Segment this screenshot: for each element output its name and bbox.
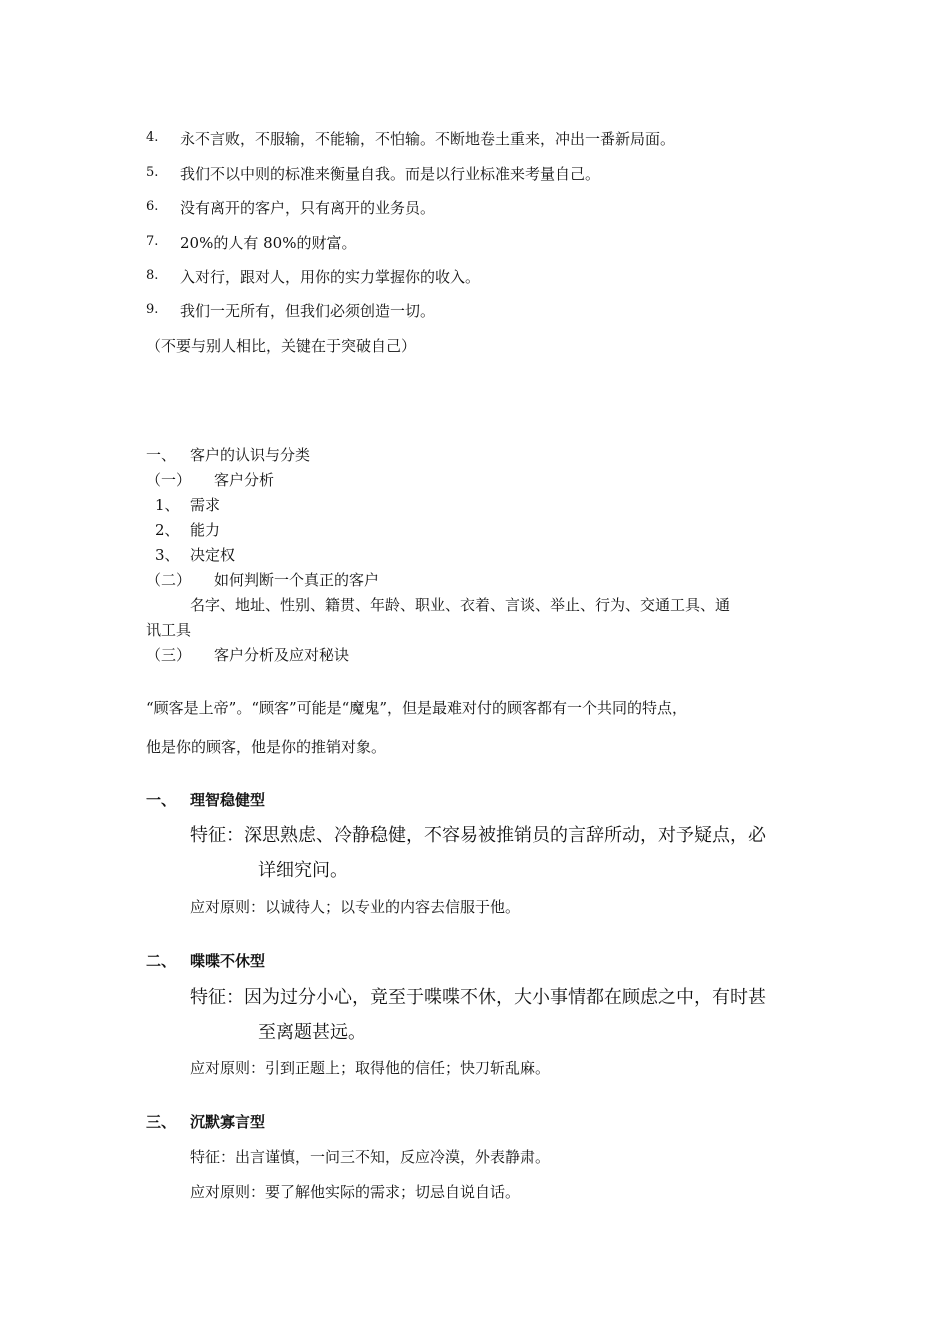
list-number: 8. xyxy=(146,268,159,283)
strategy-text: 应对原则：要了解他实际的需求；切忌自说自话。 xyxy=(190,1183,521,1201)
list-number: 4. xyxy=(146,130,159,145)
intro-text: 他是你的顾客，他是你的推销对象。 xyxy=(146,738,387,756)
item-number: 2、 xyxy=(155,521,180,539)
feature-text: 至离题甚远。 xyxy=(258,1022,366,1043)
list-item: 我们一无所有，但我们必须创造一切。 xyxy=(180,302,436,320)
list-note: （不要与别人相比，关键在于突破自己） xyxy=(146,337,417,355)
type-number: 一、 xyxy=(146,791,177,809)
item-number: 3、 xyxy=(155,546,180,564)
subsection-number: （三） xyxy=(146,646,192,664)
list-item: 20%的人有 80%的财富。 xyxy=(180,234,357,252)
item-text: 能力 xyxy=(190,521,221,539)
feature-text: 特征：出言谨慎，一问三不知，反应冷漠，外表静肃。 xyxy=(190,1148,551,1166)
subsection-title: 客户分析及应对秘诀 xyxy=(214,646,350,664)
feature-text: 特征：因为过分小心，竟至于喋喋不休，大小事情都在顾虑之中，有时甚 xyxy=(190,987,766,1008)
list-number: 5. xyxy=(146,165,159,180)
type-title: 沉默寡言型 xyxy=(190,1113,266,1131)
list-number: 6. xyxy=(146,199,159,214)
strategy-text: 应对原则：以诚待人；以专业的内容去信服于他。 xyxy=(190,898,521,916)
strategy-text: 应对原则：引到正题上；取得他的信任；快刀斩乱麻。 xyxy=(190,1059,551,1077)
section-heading: 客户的认识与分类 xyxy=(190,446,311,464)
body-text: 讯工具 xyxy=(146,621,192,639)
list-number: 9. xyxy=(146,302,159,317)
intro-text: “顾客是上帝”。“顾客”可能是“魔鬼”，但是最难对付的顾客都有一个共同的特点， xyxy=(146,699,688,717)
type-title: 喋喋不休型 xyxy=(190,952,266,970)
list-number: 7. xyxy=(146,234,159,249)
item-number: 1、 xyxy=(155,496,180,514)
section-heading-number: 一、 xyxy=(146,446,177,464)
type-title: 理智稳健型 xyxy=(190,791,266,809)
list-item: 入对行，跟对人，用你的实力掌握你的收入。 xyxy=(180,268,481,286)
item-text: 需求 xyxy=(190,496,221,514)
feature-text: 特征：深思熟虑、冷静稳健，不容易被推销员的言辞所动，对予疑点，必 xyxy=(190,825,766,846)
subsection-title: 客户分析 xyxy=(214,471,275,489)
list-item: 没有离开的客户，只有离开的业务员。 xyxy=(180,199,436,217)
subsection-number: （二） xyxy=(146,571,192,589)
item-text: 决定权 xyxy=(190,546,236,564)
body-text: 名字、地址、性别、籍贯、年龄、职业、衣着、言谈、举止、行为、交通工具、通 xyxy=(190,596,731,614)
list-item: 我们不以中则的标准来衡量自我。而是以行业标准来考量自己。 xyxy=(180,165,601,183)
list-item: 永不言败，不服输，不能输，不怕输。不断地卷土重来，冲出一番新局面。 xyxy=(180,130,676,148)
subsection-title: 如何判断一个真正的客户 xyxy=(214,571,380,589)
type-number: 三、 xyxy=(146,1113,177,1131)
type-number: 二、 xyxy=(146,952,177,970)
subsection-number: （一） xyxy=(146,471,192,489)
feature-text: 详细究问。 xyxy=(258,860,348,881)
